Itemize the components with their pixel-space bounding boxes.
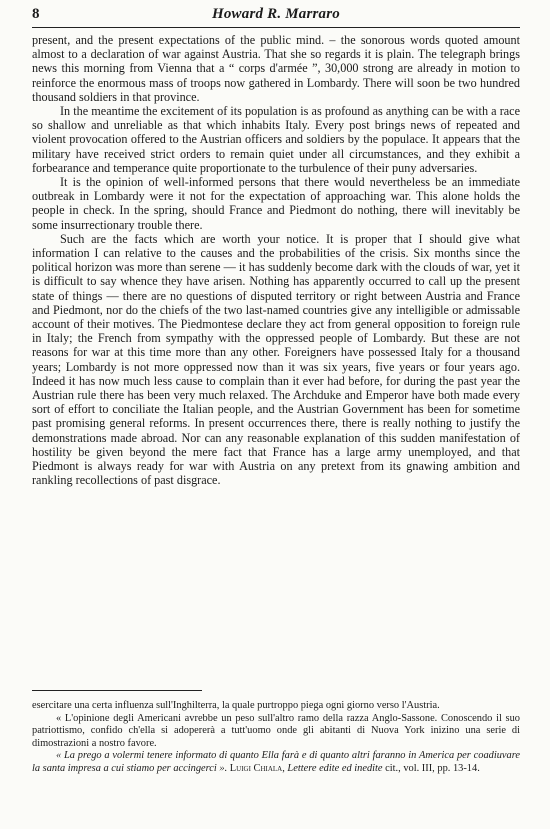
paragraph-1: present, and the present expectations of the public mind. – the sonorous words quoted amount almost to a declaration of war against Austria. That she so regards it is plain. The telegraph brings news this morning from Vienna that a “ corps d'armée ”, 30,000 strong are already in motion to reinforce the enormous mass of troops now gathered in Lombardy. There will soon be two hundred thousand soldiers in that province. bbox=[32, 33, 520, 104]
paragraph-2: In the meantime the excitement of its population is as profound as anything can be with a race so shallow and unreliable as that which inhabits Italy. Every post brings news of repeated and violent provocation offered to the Austrian officers and soldiers by the populace. It appears that the military have received strict orders to remain quiet under all circumstances, and they exhibit a forbearance and temperance quite proportionate to the turbulence of their puny adversaries. bbox=[32, 104, 520, 175]
footnote-3-title: Lettere edite ed inedite bbox=[287, 762, 383, 774]
footnote-3-author: Luigi Chiala bbox=[229, 762, 283, 774]
page-number: 8 bbox=[32, 6, 40, 22]
header-rule bbox=[32, 27, 520, 28]
footnotes bbox=[32, 700, 520, 776]
running-head: Howard R. Marraro bbox=[211, 6, 340, 22]
footnote-rule bbox=[32, 690, 202, 691]
footnote-3-separator: , bbox=[282, 762, 288, 774]
footnote-3-citation: cit., vol. III, pp. 13-14. bbox=[382, 762, 480, 774]
footnote-2: « L'opinione degli Americani avrebbe un peso sull'altro ramo della razza Anglo-Sassone. Conoscendo il suo patriottismo, confido ch'ella si adopererà a tutt'uomo onde gli abitanti di Nuova York inizino una serie di dimostrazioni a nostro favore. bbox=[32, 712, 520, 749]
body-text bbox=[32, 33, 520, 488]
footnote-3 bbox=[32, 750, 520, 775]
paragraph-3: It is the opinion of well-informed persons that there would nevertheless be an immediate outbreak in Lombardy were it not for the expectation of approaching war. This alone holds the people in check. In the spring, should France and Piedmont do nothing, there will inevitably be some insurrectionary trouble there. bbox=[32, 175, 520, 232]
footnote-3-quote: « La prego a volermi tenere informato di quanto Ella farà e di quanto altri faranno in America per coadiuvare la santa impresa a cui stiamo per accingerci ». bbox=[32, 750, 520, 774]
footnote-1: esercitare una certa influenza sull'Inghilterra, la quale purtroppo piega ogni giorno verso l'Austria. bbox=[32, 700, 440, 711]
paragraph-4: Such are the facts which are worth your notice. It is proper that I should give what information I can relative to the causes and the probabilities of the crisis. Six months since the political horizon was more than serene — it has suddenly become dark with the clouds of war, yet it is difficult to say whence they have arisen. Nothing has apparently occurred to call up the present state of things — there are no questions of disputed territory or right between Austria and France and Piedmont, nor do the chiefs of the two last-named countries give any intelligible or admissable account of their motives. The Piedmontese declare they act from general opposition to foreign rule in Italy; the French from sympathy with the oppressed people of Lombardy. But these are not reasons for war at this time more than any other. Foreigners have possessed Italy for a thousand years; Lombardy is not more oppressed now than it was six years, five years or four years ago. Indeed it has now much less cause to complain than it ever had before, for during the past year the Austrian rule there has been very much relaxed. The Archduke and Emperor have both made every sort of effort to conciliate the Italian people, and the Austrian Government has been for sometime past promising general reforms. In present occurrences there, there is really nothing to justify the demonstrations made abroad. Nor can any reasonable explanation of this sudden manifestation of hostility be given beyond the mere fact that France has a large army unemployed, and that Piedmont is always ready for war with Austria on any pretext from its gnawing ambition and rankling recollections of past disgrace. bbox=[32, 231, 520, 488]
